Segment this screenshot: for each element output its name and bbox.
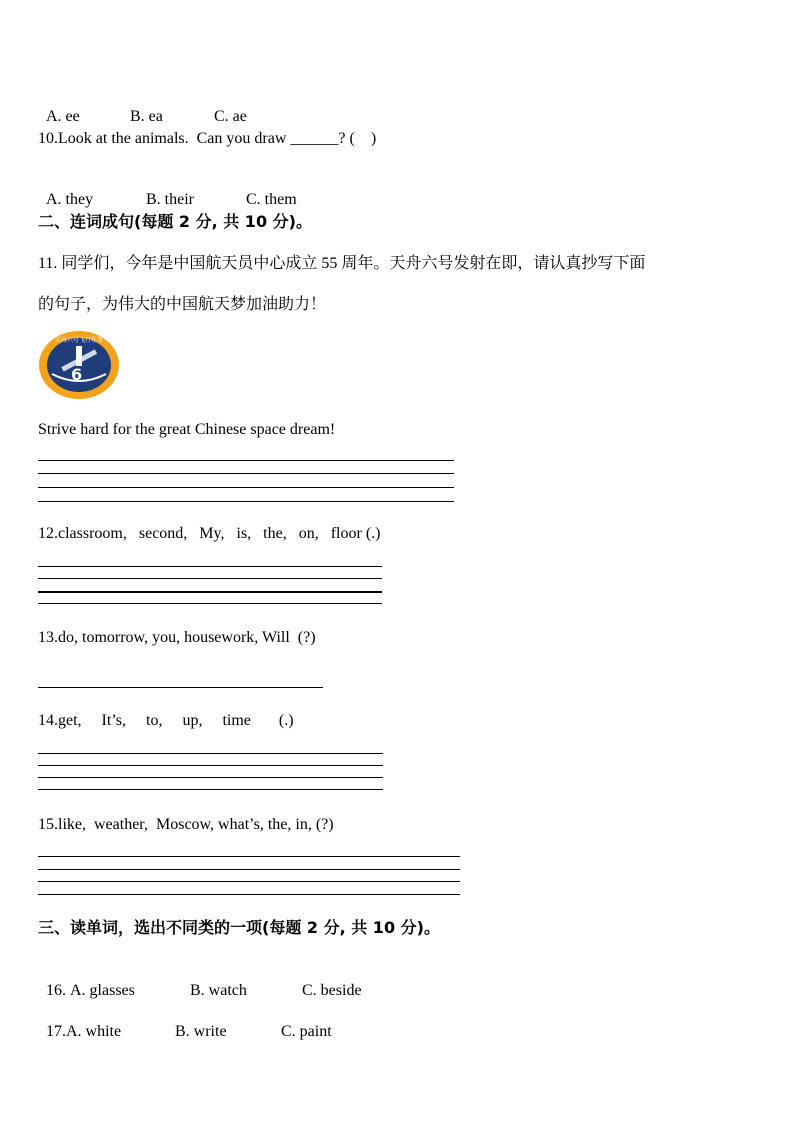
q9-options [38,87,247,127]
q10-options [38,170,297,210]
section3-heading: 三、读单词，选出不同类的一项(每题 2 分, 共 10 分)。 [38,918,440,937]
q10-option-b: B. their [146,191,194,208]
q17-prefix: 17. [46,1023,66,1040]
writing-line [38,591,382,593]
q16-option-a: A. glasses [70,982,135,999]
q9-option-a: A. ee [46,108,80,125]
q13-question: 13.do, tomorrow, you, housework, Will (?) [38,629,316,646]
writing-line [38,856,460,857]
writing-line [38,501,454,502]
q15-question: 15.like, weather, Moscow, what’s, the, in, (?) [38,816,334,833]
writing-line [38,753,383,754]
logo-text-top: 天舟六号飞行任务 [54,337,104,344]
writing-line [38,687,323,688]
tianzhou-6-mission-logo [38,330,120,400]
writing-line [38,789,383,790]
writing-line [38,473,454,474]
logo-number: 6 [71,365,83,384]
q11-sentence: Strive hard for the great Chinese space dream! [38,421,336,438]
q17-option-c: C. paint [281,1023,332,1040]
q16-option-b: B. watch [190,982,247,999]
writing-line [38,460,454,461]
writing-line [38,578,382,579]
writing-line [38,881,460,882]
writing-line [38,777,383,778]
q16-option-c: C. beside [302,982,362,999]
q14-question: 14.get, It’s, to, up, time (.) [38,712,294,729]
q16-options [38,961,362,1001]
writing-line [38,566,382,567]
q9-option-b: B. ea [130,108,163,125]
q16-prefix: 16. [46,982,70,999]
writing-line [38,869,460,870]
writing-line [38,603,382,604]
q10-question: 10.Look at the animals. Can you draw ______? ( ) [38,130,377,147]
q11-line2: 的句子，为伟大的中国航天梦加油助力！ [38,296,327,313]
q17-options [38,1002,332,1042]
q17-option-a: A. white [66,1023,122,1040]
q17-option-b: B. write [175,1023,227,1040]
q10-option-a: A. they [46,191,94,208]
q10-option-c: C. them [246,191,297,208]
writing-line [38,487,454,488]
writing-line [38,765,383,766]
section2-heading: 二、连词成句(每题 2 分, 共 10 分)。 [38,212,312,231]
q11-line1: 11. 同学们，今年是中国航天员中心成立 55 周年。天舟六号发射在即，请认真抄写下面 [38,255,646,272]
writing-line [38,894,460,895]
q9-option-c: C. ae [214,108,247,125]
q12-question: 12.classroom, second, My, is, the, on, floor (.) [38,525,381,542]
